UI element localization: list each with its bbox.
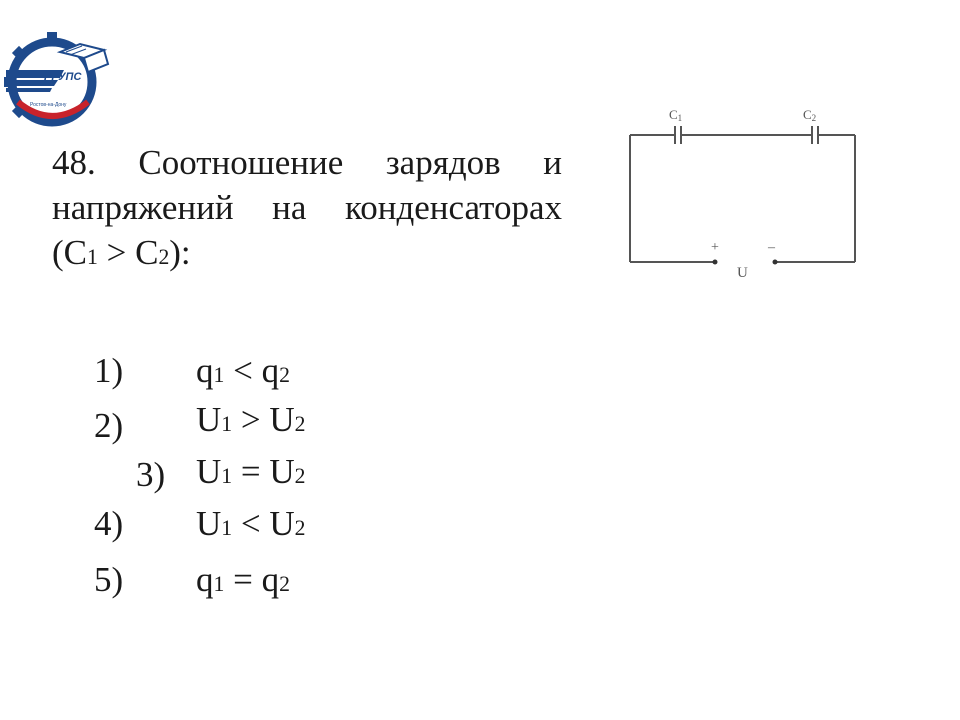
option-1-text[interactable]: q1 < q2 [196, 351, 290, 390]
option-4-text[interactable]: U1 < U2 [196, 504, 306, 543]
c1-label: C1 [669, 107, 683, 123]
option-4-number[interactable]: 4) [94, 504, 124, 543]
option-2-text[interactable]: U1 > U2 [196, 400, 306, 439]
logo-subtext: Ростов-на-Дону [30, 102, 67, 108]
book-icon [60, 44, 108, 72]
c2-label: C2 [803, 107, 817, 123]
university-logo [4, 30, 112, 128]
question-body: Соотношение зарядов и напряжений на конденсаторах [52, 143, 562, 227]
option-5-text[interactable]: q1 = q2 [196, 560, 290, 599]
question-condition: (C1 > C2): [52, 233, 191, 272]
option-1-number[interactable]: 1) [94, 351, 124, 390]
terminal-plus [713, 260, 718, 265]
option-5-number[interactable]: 5) [94, 560, 124, 599]
plus-sign: + [711, 240, 719, 255]
option-2-number[interactable]: 2) [94, 406, 124, 445]
question-number: 48. [52, 143, 96, 182]
circuit-diagram [615, 95, 870, 285]
terminal-minus [773, 260, 778, 265]
logo-text: РГУПС [44, 71, 82, 83]
voltage-label: U [737, 265, 748, 281]
question-text [52, 140, 562, 280]
minus-sign: – [768, 240, 775, 255]
option-3-number[interactable]: 3) [136, 455, 166, 494]
option-3-text[interactable]: U1 = U2 [196, 452, 306, 491]
